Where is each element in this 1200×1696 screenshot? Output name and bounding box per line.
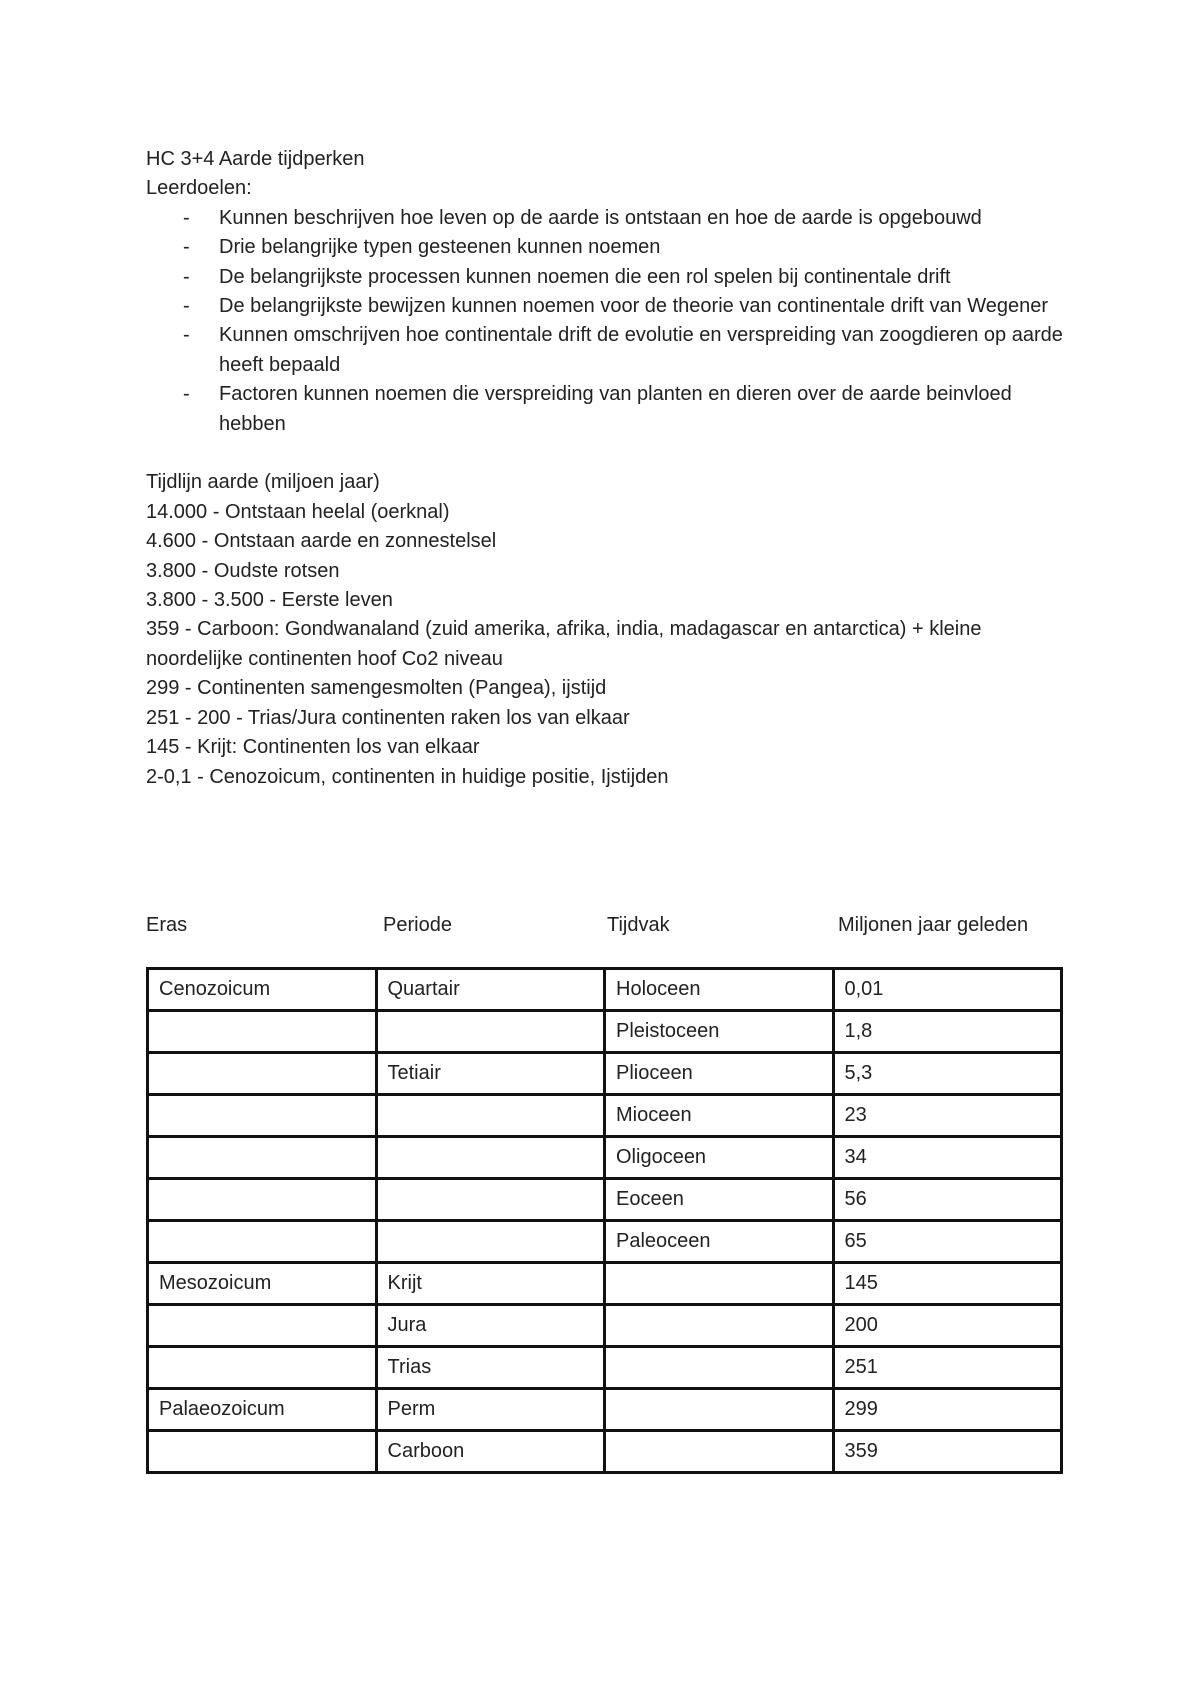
table-cell-era: [148, 1053, 377, 1095]
table-cell-era: [148, 1305, 377, 1347]
table-cell-mya: 145: [833, 1263, 1062, 1305]
table-cell-epoch: [605, 1305, 834, 1347]
table-row: [148, 1053, 1062, 1095]
timeline-entry: 145 - Krijt: Continenten los van elkaar: [146, 736, 480, 759]
timeline-heading: Tijdlijn aarde (miljoen jaar): [146, 471, 380, 494]
table-row: [148, 1305, 1062, 1347]
table-row: [148, 969, 1062, 1011]
table-cell-period: Perm: [376, 1389, 605, 1431]
table-row: [148, 1263, 1062, 1305]
timeline-entry: 3.800 - Oudste rotsen: [146, 559, 340, 582]
table-cell-period: Carboon: [376, 1431, 605, 1473]
table-cell-period: [376, 1137, 605, 1179]
table-cell-epoch: Mioceen: [605, 1095, 834, 1137]
objectives-list: [146, 204, 1076, 439]
table-cell-epoch: [605, 1389, 834, 1431]
table-cell-period: Jura: [376, 1305, 605, 1347]
table-cell-epoch: Holoceen: [605, 969, 834, 1011]
table-cell-mya: 34: [833, 1137, 1062, 1179]
table-row: [148, 1137, 1062, 1179]
table-cell-period: [376, 1095, 605, 1137]
timeline-entry: 299 - Continenten samengesmolten (Pangea), ijstijd: [146, 677, 607, 700]
table-row: [148, 1221, 1062, 1263]
timeline-entry: 3.800 - 3.500 - Eerste leven: [146, 589, 393, 612]
objective-item: - De belangrijkste processen kunnen noemen die een rol spelen bij continentale drift: [146, 263, 1076, 292]
table-cell-epoch: [605, 1263, 834, 1305]
objective-item: - Kunnen beschrijven hoe leven op de aarde is ontstaan en hoe de aarde is opgebouwd: [146, 204, 1076, 233]
table-row: [148, 1431, 1062, 1473]
column-header-tijdvak: Tijdvak: [607, 914, 670, 936]
table-cell-mya: 200: [833, 1305, 1062, 1347]
table-cell-epoch: Plioceen: [605, 1053, 834, 1095]
document-title: HC 3+4 Aarde tijdperken: [146, 148, 365, 170]
table-cell-mya: 0,01: [833, 969, 1062, 1011]
table-cell-mya: 23: [833, 1095, 1062, 1137]
table-cell-era: [148, 1011, 377, 1053]
table-cell-era: [148, 1347, 377, 1389]
table-cell-epoch: [605, 1431, 834, 1473]
table-row: [148, 1389, 1062, 1431]
table-cell-period: [376, 1221, 605, 1263]
table-cell-epoch: Paleoceen: [605, 1221, 834, 1263]
column-header-periode: Periode: [383, 914, 452, 936]
table-cell-era: Mesozoicum: [148, 1263, 377, 1305]
table-row: [148, 1095, 1062, 1137]
table-cell-era: [148, 1221, 377, 1263]
paragraph-spacer: [146, 439, 1076, 468]
column-header-miljonen: Miljonen jaar geleden: [838, 914, 1029, 936]
objective-item: - Kunnen omschrijven hoe continentale drift de evolutie en verspreiding van zoogdieren op aarde heeft bepaald: [146, 321, 1076, 380]
table-cell-epoch: Pleistoceen: [605, 1011, 834, 1053]
timeline-entry: 4.600 - Ontstaan aarde en zonnestelsel: [146, 530, 497, 553]
table-cell-era: [148, 1431, 377, 1473]
table-cell-period: Krijt: [376, 1263, 605, 1305]
objectives-heading: Leerdoelen:: [146, 177, 252, 200]
timeline-entry: 359 - Carboon: Gondwanaland (zuid amerika, afrika, india, madagascar en antarctica) + kleine noordelijke continenten hoof Co2 niveau: [146, 618, 982, 670]
table-cell-mya: 1,8: [833, 1011, 1062, 1053]
table-cell-era: Cenozoicum: [148, 969, 377, 1011]
table-cell-mya: 251: [833, 1347, 1062, 1389]
timeline-entry: 251 - 200 - Trias/Jura continenten raken los van elkaar: [146, 706, 630, 729]
table-cell-mya: 65: [833, 1221, 1062, 1263]
table-cell-period: [376, 1179, 605, 1221]
table-cell-epoch: [605, 1347, 834, 1389]
notes-text: [146, 145, 1076, 792]
table-cell-era: Palaeozoicum: [148, 1389, 377, 1431]
table-cell-era: [148, 1095, 377, 1137]
table-cell-era: [148, 1137, 377, 1179]
table-cell-period: Quartair: [376, 969, 605, 1011]
table-column-headers: [146, 910, 1066, 940]
table-row: [148, 1179, 1062, 1221]
objective-item: - Drie belangrijke typen gesteenen kunnen noemen: [146, 233, 1076, 262]
geologic-time-table: [146, 967, 1063, 1474]
objective-item: - De belangrijkste bewijzen kunnen noemen voor de theorie van continentale drift van Wegener: [146, 292, 1076, 321]
table-row: [148, 1011, 1062, 1053]
timeline-entry: 14.000 - Ontstaan heelal (oerknal): [146, 500, 450, 523]
table-cell-mya: 56: [833, 1179, 1062, 1221]
table-cell-period: Tetiair: [376, 1053, 605, 1095]
table-cell-period: [376, 1011, 605, 1053]
timeline-entry: 2-0,1 - Cenozoicum, continenten in huidige positie, Ijstijden: [146, 765, 669, 788]
table-cell-mya: 359: [833, 1431, 1062, 1473]
table-row: [148, 1347, 1062, 1389]
objective-item: - Factoren kunnen noemen die verspreiding van planten en dieren over de aarde beinvloed hebben: [146, 380, 1076, 439]
column-header-eras: Eras: [146, 914, 188, 936]
table-cell-mya: 5,3: [833, 1053, 1062, 1095]
table-cell-era: [148, 1179, 377, 1221]
table-cell-epoch: Oligoceen: [605, 1137, 834, 1179]
table-cell-mya: 299: [833, 1389, 1062, 1431]
table-cell-period: Trias: [376, 1347, 605, 1389]
table-cell-epoch: Eoceen: [605, 1179, 834, 1221]
